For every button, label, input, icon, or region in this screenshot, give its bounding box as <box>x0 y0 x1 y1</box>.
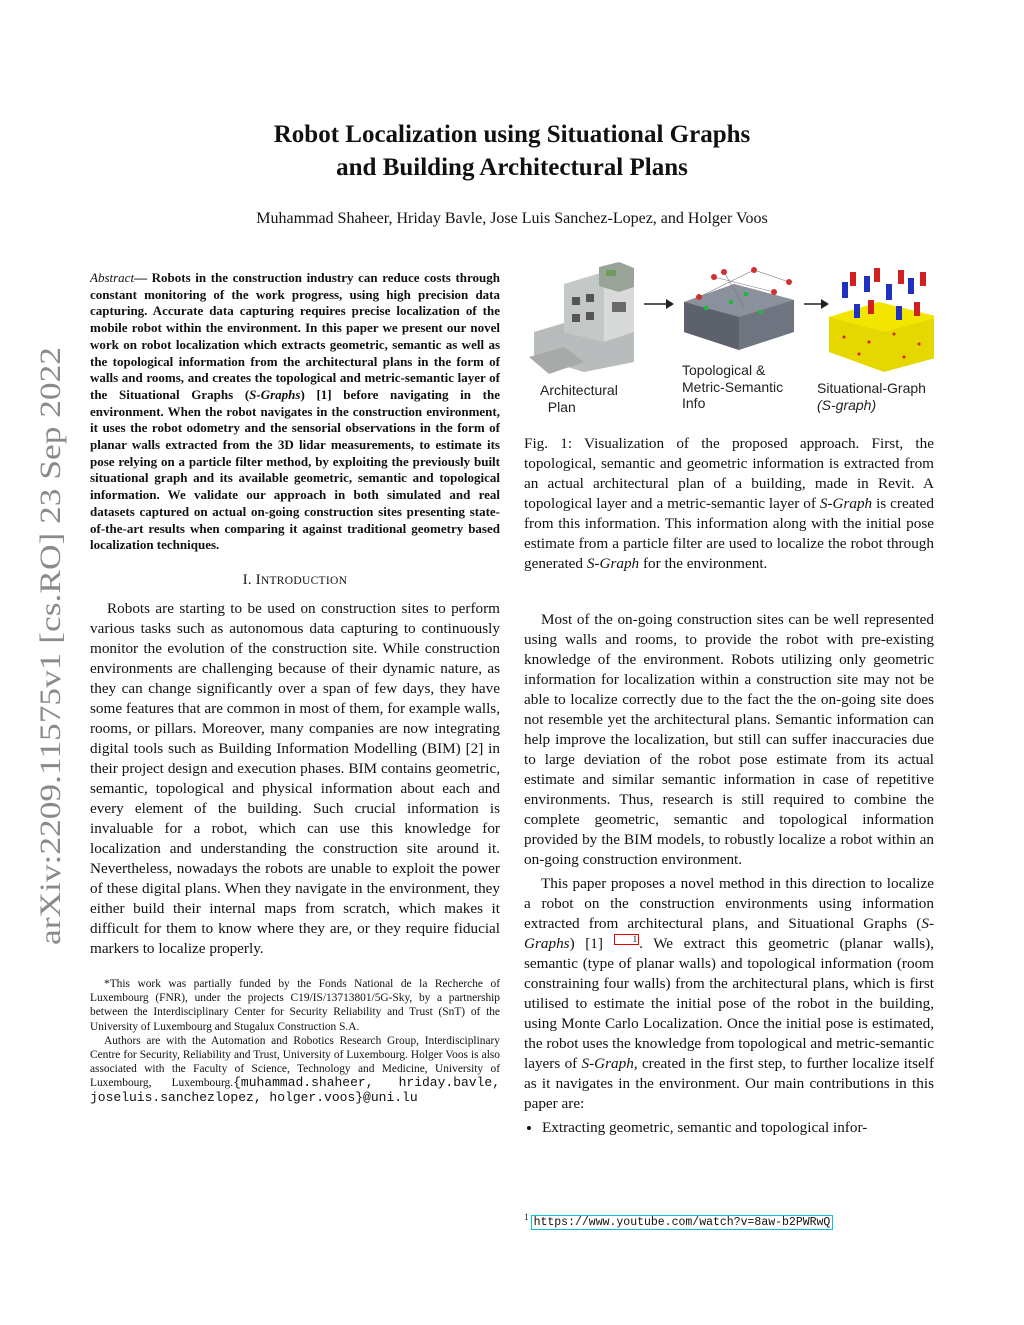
footnote-mark: 1 <box>524 1212 529 1222</box>
para2-text-4: , created in the first step, to further localize itself as it navigates in the environment. Our main contributions in this paper are: <box>524 1055 934 1113</box>
para2-text-3: . We extract this geometric (planar walls), semantic (type of planar walls) and topological information (room constraining four walls) from the architectural plans, which is first utilised to estimate the initial pose of the robot in the building, using Monte Carlo Localization. Once the initial pose is estimated, the robot uses the knowledge from topological and metric-semantic layers of <box>524 935 934 1073</box>
figure-1 <box>524 262 934 422</box>
caption-text-1: Visualization of the proposed approach. First, the topological, semantic and geometric information is extracted from an actual architectural plan of a building, made in Revit. A topological layer and a metric-semantic layer of <box>524 435 934 512</box>
affiliation-footnote <box>90 1034 500 1105</box>
caption-label: Fig. 1: <box>524 435 573 452</box>
paper-title <box>0 118 1024 184</box>
right-paragraph-2 <box>524 874 934 1114</box>
situational-graph-image <box>829 268 934 372</box>
funding-footnote: *This work was partially funded by the Fonds National de la Recherche of Luxembourg (FNR), under the projects C19/IS/13713801/5G-Sky, by a partnership between the Interdisciplinary Center for Security Reliability and Trust (SnT) of the University of Luxembourg and Stugalux Construction S.A. <box>90 977 500 1033</box>
section-numeral: I. <box>242 571 256 588</box>
abstract-text-2: ) [1] before navigating in the environment. When the robot navigates in the construction environment, it uses the robot odometry and the sensorial observations in the form of planar walls extracted from the 3D lidar measurements, to estimate its pose relying on a particle filter method, by exploiting the previously built situational graph and its available geometric, semantic and topological information. We validate our approach in both simulated and real datasets captured on actual on-going construction sites presenting state-of-the-art results when comparing it against traditional geometry based localization techniques. <box>90 386 500 553</box>
para2-sgraph: S-Graph <box>581 1055 634 1073</box>
para2-text-1: This paper proposes a novel method in this direction to localize a robot on the construction environments using information extracted from architectural plans, and Situational Graphs ( <box>524 875 934 932</box>
title-line-1: Robot Localization using Situational Graphs <box>273 121 751 148</box>
right-paragraph-1: Most of the on-going construction sites can be well represented using walls and rooms, to provide the robot with pre-existing knowledge of the environment. Robots utilizing only geometric information for localization within a construction site may not be able to localize correctly due to the fact the the on-going site does not resemble yet the architectural plans. Semantic information can help improve the localization, but still can suffer inaccuracies due to large deviation of the robot pose estimate from its actual estimate and similar semantic information in case of repetitive environments. Thus, research is still required to combine the complete geometric, semantic and topological information provided by the BIM models, to robustly localize a robot within an on-going construction environment. <box>524 611 934 868</box>
title-line-2: and Building Architectural Plans <box>336 154 688 181</box>
intro-paragraph: Robots are starting to be used on construction sites to perform various tasks such as autonomous data capturing to continuously monitor the evolution of the construction site. While construction environments are challenging because of their dynamic nature, as they can change significantly over a span of few days, they have some features that are common in most of them, for example walls, rooms, or pillars. Moreover, many companies are now integrating digital tools such as Building Information Modelling (BIM) [2] in their project design and execution phases. BIM contains geometric, semantic, topological and physical information about each and every element of the building. Such crucial information is invaluable for a robot, which can use this knowledge for localization and understanding the construction site around it. Nevertheless, nowadays the robots are unable to exploit the power of these digital plans. When they navigate in the environment, they either build their internal maps from scratch, which makes it difficult for them to know where they are, or they require fiducial markers to localize properly. <box>90 599 500 957</box>
contributions-list <box>524 1118 934 1138</box>
arxiv-stamp <box>30 345 70 945</box>
topological-model-image <box>684 267 794 350</box>
caption-sgraph: S-Graph <box>819 495 873 512</box>
abstract-dash: — <box>134 270 152 285</box>
para2-text-2: ) [1] <box>569 935 614 953</box>
youtube-footnote <box>524 1212 934 1229</box>
abstract-lead: Abstract <box>90 270 135 285</box>
caption-sgraph-2: S-Graph <box>586 555 640 572</box>
caption-text-2: is created from this information. This information along with the initial pose estimate from a particle filter are used to localize the robot through generated <box>524 495 935 572</box>
left-column <box>90 270 500 1105</box>
section-introduction-heading <box>90 572 500 589</box>
section-first-letter: I <box>255 571 261 588</box>
footnotes <box>90 977 500 1105</box>
label-situational-graph <box>817 380 926 413</box>
sgraph-label: (S-graph) <box>817 396 877 413</box>
footnote-link[interactable]: 1 <box>614 934 640 945</box>
situational-graph-label: Situational-Graph <box>817 380 926 396</box>
author-emails: {muhammad.shaheer, hriday.bavle, joseluis.sanchezlopez, holger.voos}@uni.lu <box>90 1075 501 1105</box>
arrow-icon <box>804 299 829 309</box>
arrow-icon <box>644 299 674 309</box>
para2-sgraphs: S-Graphs <box>524 915 934 953</box>
author-list: Muhammad Shaheer, Hriday Bavle, Jose Luis Sanchez-Lopez, and Holger Voos <box>256 210 768 227</box>
figure-caption <box>524 434 934 574</box>
label-architectural-plan: Architectural Plan <box>540 382 618 415</box>
list-item: • Extracting geometric, semantic and topological infor- <box>542 1118 934 1138</box>
right-column <box>524 262 934 1138</box>
label-topological-info: Topological & Metric-Semantic Info <box>682 362 784 411</box>
abstract-text-1: Robots in the construction industry can reduce costs through constant monitoring of the work progress, using high precision data capturing. Accurate data capturing requires precise localization of the mobile robot within the environment. In this paper we present our novel work on robot localization which extracts geometric, semantic as well as the topological information from the architectural plans in the form of walls and rooms, and creates the topological and metric-semantic layer of the Situational Graphs ( <box>90 270 501 402</box>
youtube-link[interactable]: https://www.youtube.com/watch?v=8aw-b2PWRwQ <box>531 1215 834 1230</box>
building-model-image <box>529 262 634 374</box>
arxiv-stamp-text: arXiv:2209.11575v1 [cs.RO] 23 Sep 2022 <box>35 446 67 945</box>
abstract-sgraph: S-Graphs <box>249 386 301 402</box>
section-rest: NTRODUCTION <box>260 574 348 587</box>
caption-text-3: for the environment. <box>639 555 768 572</box>
abstract <box>90 270 500 554</box>
affiliation-text: Authors are with the Automation and Robotics Research Group, Interdisciplinary Centre for Security, Reliability and Trust, University of Luxembourg. Holger Voos is also associated with the Faculty of Science, Technology and Medicine, University of Luxembourg, Luxembourg. <box>90 1034 500 1090</box>
